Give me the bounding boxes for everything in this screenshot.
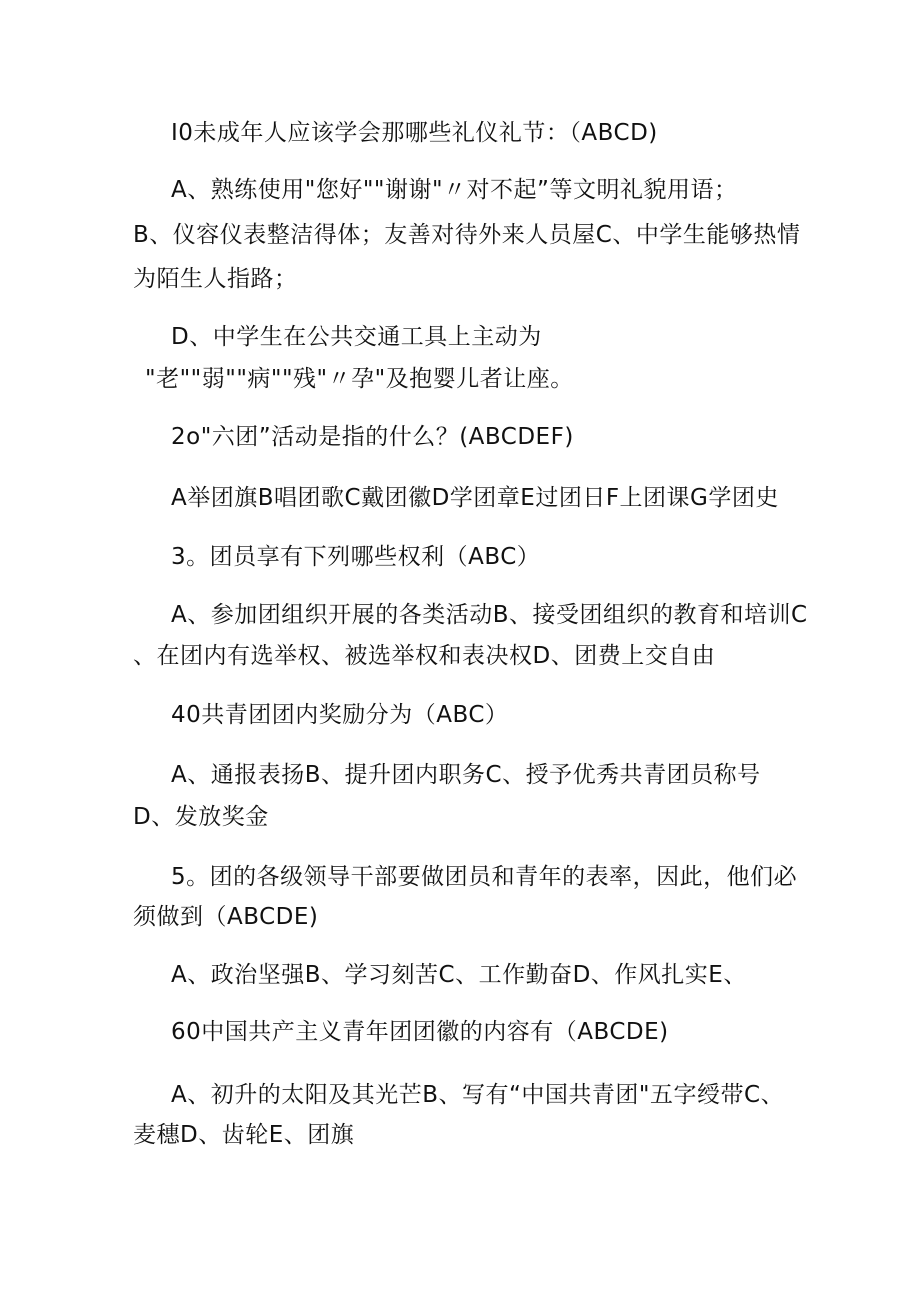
question-4-options-line2: D、发放奖金 <box>133 804 269 830</box>
question-6-options-line1: A、初升的太阳及其光芒B、写有“中国共青团"五字绶带C、 <box>171 1082 785 1108</box>
question-1-option-d-line2: "老""弱""病""残"〃孕"及抱婴儿者让座。 <box>145 366 574 392</box>
question-1-option-b-line1: B、仪容仪表整洁得体；友善对待外来人员屋C、中学生能够热情 <box>133 222 801 248</box>
question-1-option-b-line2: 为陌生人指路； <box>133 266 298 292</box>
question-3-title: 3。团员享有下列哪些权利（ABC） <box>171 544 541 570</box>
question-4-options-line1: A、通报表扬B、提升团内职务C、授予优秀共青团员称号 <box>171 762 761 788</box>
question-3-options-line1: A、参加团组织开展的各类活动B、接受团组织的教育和培训C <box>171 602 808 628</box>
question-2-options: A举团旗B唱团歌C戴团徽D学团章E过团日F上团课G学团史 <box>171 485 779 511</box>
question-3-options-line2: 、在团内有选举权、被选举权和表决权D、团费上交自由 <box>133 643 716 669</box>
question-1-option-a: A、熟练使用"您好""谢谢"〃对不起”等文明礼貌用语； <box>171 177 738 203</box>
question-6-title: 60中国共产主义青年团团徽的内容有（ABCDE) <box>171 1019 669 1045</box>
question-5-title-line2: 须做到（ABCDE) <box>133 904 319 930</box>
question-6-options-line2: 麦穗D、齿轮E、团旗 <box>133 1122 355 1148</box>
question-1-option-d-line1: D、中学生在公共交通工具上主动为 <box>171 324 542 350</box>
question-1-title: I0未成年人应该学会那哪些礼仪礼节：（ABCD) <box>171 120 658 146</box>
question-2-title: 2o"六团”活动是指的什么？(ABCDEF) <box>171 424 574 450</box>
question-5-options: A、政治坚强B、学习刻苦C、工作勤奋D、作风扎实E、 <box>171 962 747 988</box>
question-4-title: 40共青团团内奖励分为（ABC） <box>171 702 509 728</box>
question-5-title-line1: 5。团的各级领导干部要做团员和青年的表率，因此，他们必 <box>171 864 798 890</box>
